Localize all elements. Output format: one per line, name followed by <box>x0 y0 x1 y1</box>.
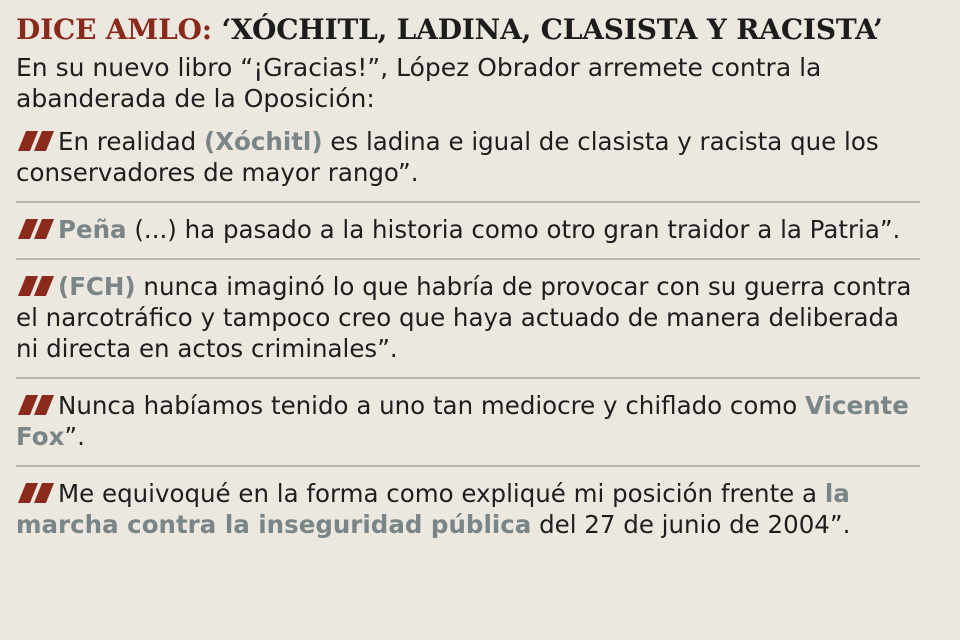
quote-mark-icon <box>16 395 54 415</box>
quote-text-before: Nunca habíamos tenido a uno tan mediocre y chiflado como <box>58 391 806 420</box>
quote-text-after: (...) ha pasado a la historia como otro gran traidor a la Patria”. <box>126 215 901 244</box>
quote-text-before: En realidad <box>58 127 204 156</box>
quote-text-after: ”. <box>64 422 85 451</box>
quote-text-after: del 27 de junio de 2004”. <box>531 510 851 539</box>
quote-item <box>16 478 920 553</box>
quote-item <box>16 390 920 467</box>
quote-highlight: Vicente Fox <box>16 391 909 451</box>
quote-item <box>16 271 920 379</box>
quote-highlight: (Xóchitl) <box>203 127 323 156</box>
quote-mark-icon <box>16 483 54 503</box>
quote-mark-icon <box>16 276 54 296</box>
quote-highlight: (FCH) <box>58 272 136 301</box>
quote-mark-icon <box>16 131 54 151</box>
quote-text-before: Me equivoqué en la forma como expliqué mi posición frente a <box>58 479 825 508</box>
quote-item <box>16 126 920 203</box>
headline-kicker: DICE AMLO: <box>16 13 212 46</box>
quote-highlight: Peña <box>58 215 127 244</box>
quote-text-after: nunca imaginó lo que habría de provocar con su guerra contra el narcotráfico y tampoco creo que haya actuado de manera deliberada ni directa en actos criminales”. <box>16 272 912 363</box>
intro-text: En su nuevo libro “¡Gracias!”, López Obrador arremete contra la abanderada de la Oposición: <box>16 53 822 113</box>
quote-text-after: es ladina e igual de clasista y racista que los conservadores de mayor rango”. <box>16 127 879 187</box>
headline <box>16 10 944 50</box>
quote-mark-icon <box>16 219 54 239</box>
quote-highlight: la marcha contra la inseguridad pública <box>16 479 850 539</box>
headline-title: ‘XÓCHITL, LADINA, CLASISTA Y RACISTA’ <box>221 13 883 46</box>
quote-item <box>16 214 920 260</box>
